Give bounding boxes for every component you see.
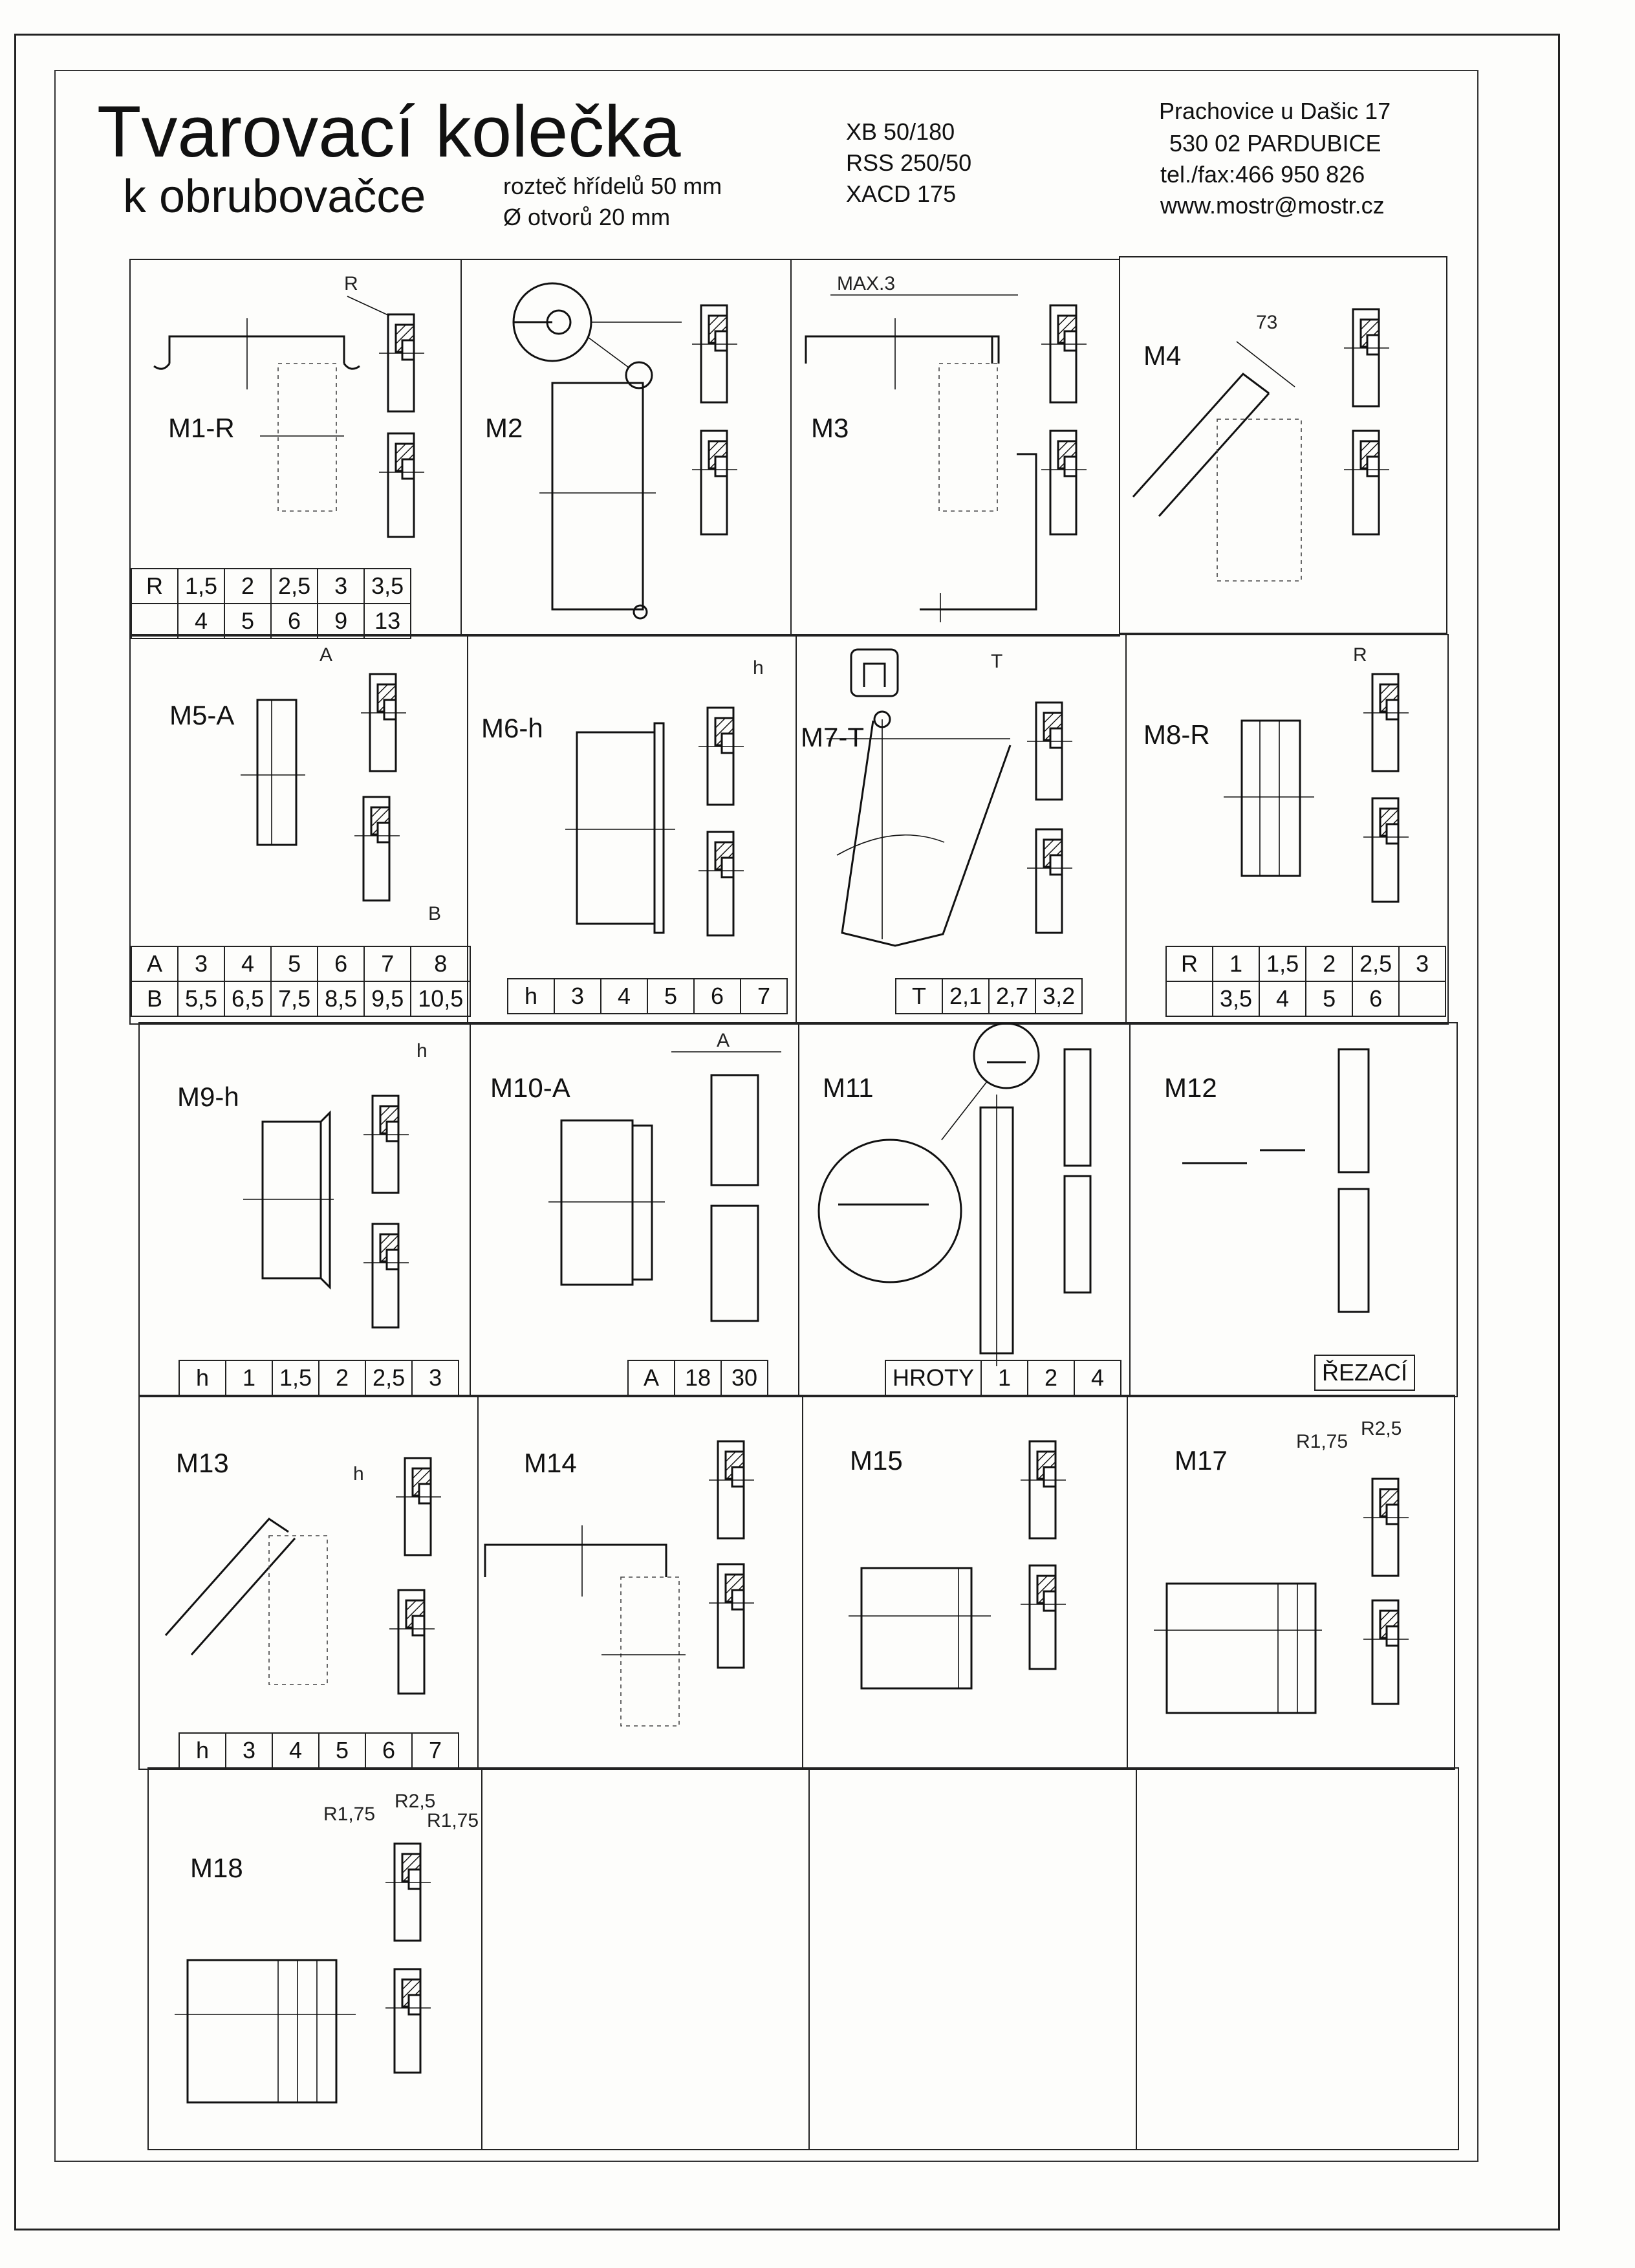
m8-label: M8-R — [1143, 719, 1210, 750]
m6-label: M6-h — [481, 713, 543, 743]
m4-dim: 73 — [1256, 312, 1278, 333]
cell-m5-a — [129, 634, 468, 1025]
m6-h-drawing — [468, 635, 798, 1026]
model-3: XACD 175 — [846, 180, 957, 207]
m8-dim-r: R — [1353, 644, 1367, 666]
cell-empty-1 — [481, 1767, 810, 2150]
m4-drawing — [1120, 257, 1449, 635]
m9-label: M9-h — [177, 1082, 239, 1112]
m6-table: h 3 4 5 6 7 — [507, 978, 788, 1014]
cell-m18 — [147, 1767, 482, 2150]
m1-dim-r: R — [344, 273, 358, 294]
cell-m10-a — [470, 1022, 799, 1397]
m18-dim-r3: R1,75 — [427, 1810, 479, 1831]
cell-m2 — [460, 259, 792, 637]
m4-label: M4 — [1143, 340, 1182, 371]
m1-table: R 1,5 2 2,5 3 3,5 4 5 6 9 13 — [131, 568, 411, 639]
m3-drawing — [792, 260, 1121, 638]
m10-table: A 18 30 — [627, 1360, 768, 1396]
m1-label: M1-R — [168, 413, 235, 443]
cell-m7-t — [796, 634, 1127, 1025]
m17-label: M17 — [1175, 1445, 1228, 1476]
cell-m13 — [138, 1395, 479, 1770]
m7-t-drawing — [797, 635, 1128, 1026]
page-title: Tvarovací kolečka — [97, 91, 681, 172]
address-web: www.mostr@mostr.cz — [1160, 192, 1385, 219]
cell-m8-r — [1125, 634, 1449, 1025]
cell-m17 — [1127, 1395, 1455, 1770]
cell-m6-h — [467, 634, 797, 1025]
model-1: XB 50/180 — [846, 118, 955, 145]
m2-label: M2 — [485, 413, 523, 443]
m12-label: M12 — [1164, 1073, 1217, 1103]
m17-dim-r2: R2,5 — [1361, 1418, 1402, 1439]
m7-label: M7-T — [801, 722, 864, 752]
cell-empty-3 — [1136, 1767, 1459, 2150]
m15-label: M15 — [850, 1445, 903, 1476]
m7-table: T 2,1 2,7 3,2 — [895, 978, 1083, 1014]
m13-dim-h: h — [353, 1463, 364, 1485]
m3-dim-max: MAX.3 — [837, 273, 896, 294]
m5-dim-b: B — [428, 903, 442, 924]
m6-dim-h: h — [753, 657, 764, 679]
m5-label: M5-A — [169, 700, 235, 730]
address-city: 530 02 PARDUBICE — [1169, 130, 1381, 157]
m11-label: M11 — [823, 1073, 874, 1103]
page-subtitle: k obrubovačce — [123, 171, 426, 223]
m18-label: M18 — [190, 1853, 243, 1883]
cell-m3 — [790, 259, 1120, 637]
m7-dim-t: T — [991, 651, 1003, 672]
m5-table: A 3 4 5 6 7 8 B 5,5 6,5 7,5 8,5 9,5 10,5 — [131, 946, 471, 1017]
cell-m11 — [798, 1022, 1131, 1397]
m5-dim-a: A — [319, 644, 333, 666]
cell-m1-r — [129, 259, 462, 637]
m3-label: M3 — [811, 413, 849, 443]
model-2: RSS 250/50 — [846, 149, 972, 176]
m10-dim-a: A — [717, 1030, 730, 1051]
cell-m12 — [1129, 1022, 1458, 1397]
m17-dim-r1: R1,75 — [1296, 1431, 1348, 1452]
m10-label: M10-A — [490, 1073, 570, 1103]
cell-m14 — [477, 1395, 803, 1770]
cell-m4 — [1119, 256, 1447, 634]
m13-table: h 3 4 5 6 7 — [179, 1732, 459, 1769]
m18-dim-r2: R2,5 — [395, 1791, 436, 1812]
cell-m15 — [802, 1395, 1128, 1770]
m13-label: M13 — [176, 1448, 229, 1478]
spec-hole-diameter: Ø otvorů 20 mm — [503, 204, 671, 230]
m2-drawing — [462, 260, 793, 638]
address-street: Prachovice u Dašic 17 — [1159, 98, 1391, 124]
spec-shaft-pitch: rozteč hřídelů 50 mm — [503, 173, 722, 199]
m11-table: HROTY 1 2 4 — [885, 1360, 1121, 1396]
address-phone: tel./fax:466 950 826 — [1160, 161, 1365, 188]
m14-label: M14 — [524, 1448, 577, 1478]
cell-m9-h — [138, 1022, 471, 1397]
m9-table: h 1 1,5 2 2,5 3 — [179, 1360, 459, 1396]
m18-dim-r1: R1,75 — [323, 1804, 376, 1825]
m8-table: R 1 1,5 2 2,5 3 3,5 4 5 6 — [1165, 946, 1446, 1017]
m18-drawing — [149, 1769, 484, 2152]
m9-h-drawing — [140, 1023, 472, 1399]
m12-table: ŘEZACÍ — [1314, 1355, 1415, 1391]
cell-empty-2 — [808, 1767, 1137, 2150]
m9-dim-h: h — [417, 1040, 428, 1062]
